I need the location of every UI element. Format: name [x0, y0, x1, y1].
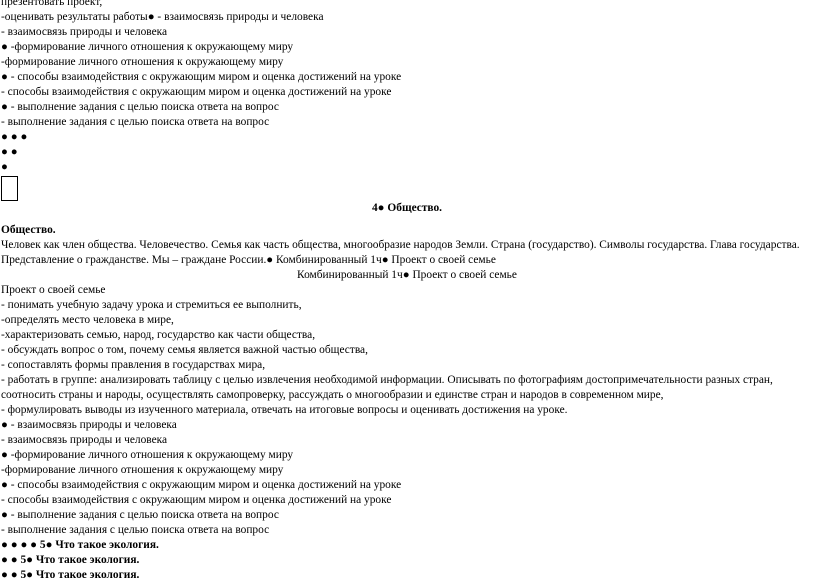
- subheading: Общество.: [1, 224, 56, 236]
- text-line: ● - выполнение задания с целью поиска ответа на вопрос: [1, 509, 279, 521]
- text-line: ● - взаимосвязь природы и человека: [1, 419, 177, 431]
- paragraph: - работать в группе: анализировать таблицу с целью извлечения необходимой информации. Описывать по фотографиям достопримечательности разных стран, соотносить страны и народы, осуществлять самопроверку, рассуждать о многообразии и единстве стран и народов в современном мире,: [1, 374, 773, 401]
- text-line: - выполнение задания с целью поиска ответа на вопрос: [1, 524, 270, 536]
- text-line: Проект о своей семье: [1, 284, 106, 296]
- bold-heading-line: ● ● 5● Что такое экология.: [1, 569, 140, 581]
- bold-heading-line: ● ● 5● Что такое экология.: [1, 554, 140, 566]
- text-line: - взаимосвязь природы и человека: [1, 434, 168, 446]
- text-line: ● - способы взаимодействия с окружающим миром и оценка достижений на уроке: [1, 71, 402, 83]
- text-line: ● -формирование личного отношения к окружающему миру: [1, 41, 294, 53]
- text-line: - взаимосвязь природы и человека: [1, 26, 168, 38]
- text-line: ● -формирование личного отношения к окружающему миру: [1, 449, 294, 461]
- text-line: -формирование личного отношения к окружающему миру: [1, 56, 284, 68]
- text-line: - выполнение задания с целью поиска ответа на вопрос: [1, 116, 270, 128]
- bullet-line: ● ●: [1, 146, 18, 158]
- document-body: [1, 0, 813, 583]
- section-heading: 4● Общество.: [371, 202, 443, 214]
- paragraph: Человек как член общества. Человечество. Семья как часть общества, многообразие народов Земли. Страна (государство). Символы государства. Глава государства. Представление о гражданстве. Мы – граждане России.● Комбинированный 1ч● Проект о своей семье: [1, 239, 800, 266]
- text-line: - обсуждать вопрос о том, почему семья является важной частью общества,: [1, 344, 368, 356]
- text-line: -определять место человека в мире,: [1, 314, 174, 326]
- bullet-line: ●: [1, 161, 8, 173]
- text-line: ● - выполнение задания с целью поиска ответа на вопрос: [1, 101, 279, 113]
- bullet-line: ● ● ●: [1, 131, 28, 143]
- text-line: - способы взаимодействия с окружающим миром и оценка достижений на уроке: [1, 86, 392, 98]
- empty-table-cell: [1, 176, 18, 201]
- text-line: - формулировать выводы из изученного материала, отвечать на итоговые вопросы и оценивать достижения на уроке.: [1, 404, 568, 416]
- bold-heading-line: ● ● ● ● 5● Что такое экология.: [1, 539, 159, 551]
- text-line: -характеризовать семью, народ, государство как части общества,: [1, 329, 316, 341]
- centered-line: Комбинированный 1ч● Проект о своей семье: [297, 269, 517, 281]
- text-line: - способы взаимодействия с окружающим миром и оценка достижений на уроке: [1, 494, 392, 506]
- text-line: ● - способы взаимодействия с окружающим миром и оценка достижений на уроке: [1, 479, 402, 491]
- text-line: -формирование личного отношения к окружающему миру: [1, 464, 284, 476]
- text-line: - понимать учебную задачу урока и стремиться ее выполнить,: [1, 299, 302, 311]
- text-line: -оценивать результаты работы● - взаимосвязь природы и человека: [1, 11, 324, 23]
- text-line: презентовать проект,: [1, 0, 103, 8]
- text-line: - сопоставлять формы правления в государствах мира,: [1, 359, 266, 371]
